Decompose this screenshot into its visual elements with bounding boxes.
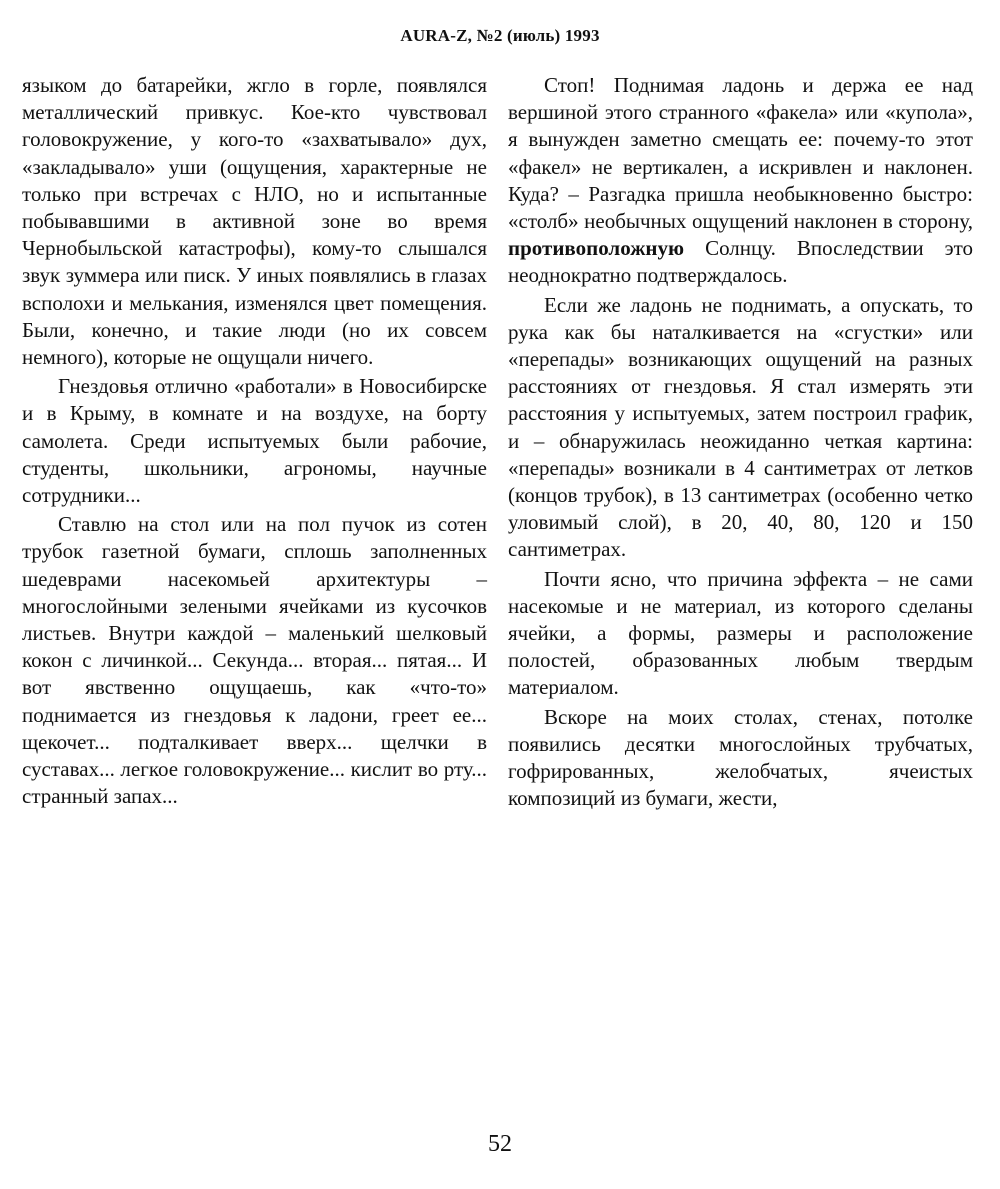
paragraph-text: Солнцу. Впоследствии это неоднократно подтверждалось. [508,236,974,288]
page-number: 52 [488,1131,512,1157]
paragraph-text: Стоп! Поднимая ладонь и держа ее над вершиной этого странного «факела» или «купола», я вынужден заметно смещать ее: почему-то этот «факел» не вертикален, а искривлен и наклонен. Куда? – Разгадка пришла необыкновенно быстро: «столб» необычных ощущений наклонен в сторону, [508,73,973,234]
right-column [508,72,973,814]
paragraph: языком до батарейки, жгло в горле, появлялся металлический привкус. Кое-кто чувствовал головокружение, у кого-то «захватывало» дух, «закладывало» уши (ощущения, характерные не только при встречах с НЛО, но и испытанные побывавшими в активной зоне во время Чернобыльской катастрофы), кому-то слышался звук зуммера или писк. У иных появлялись в глазах всполохи и мелькания, изменялся цвет помещения. Были, конечно, и такие люди (но их совсем немного), которые не ощущали ничего. [22,73,487,370]
journal-header: AURA-Z, №2 (июль) 1993 [400,26,600,45]
emphasized-word: противоположную [508,236,685,261]
paragraph: Гнездовья отлично «работали» в Новосибирске и в Крыму, в комнате и на воздухе, на борту самолета. Среди испытуемых были рабочие, студенты, школьники, агрономы, научные сотрудники... [22,374,487,508]
paragraph: Если же ладонь не поднимать, а опускать, то рука как бы наталкивается на «сгустки» или «перепады» возникающих ощущений на разных расстояниях от гнездовья. Я стал измерять эти расстояния у испытуемых, затем построил график, и – обнаружилась неожиданно четкая картина: «перепады» возникали в 4 сантиметрах от летков (концов трубок), в 13 сантиметрах (особенно четко уловимый слой), в 20, 40, 80, 120 и 150 сантиметрах. [508,292,973,562]
paragraph: Почти ясно, что причина эффекта – не сами насекомые и не материал, из которого сделаны ячейки, а формы, размеры и расположение полостей, образованных любым твердым материалом. [508,566,973,700]
left-column [22,72,487,812]
paragraph [508,72,973,290]
paragraph: Вскоре на моих столах, стенах, потолке появились десятки многослойных трубчатых, гофрированных, желобчатых, ячеистых композиций из бумаги, жести, [508,704,973,811]
paragraph: Ставлю на стол или на пол пучок из сотен трубок газетной бумаги, сплошь заполненных шедеврами насекомьей архитектуры – многослойными зелеными ячейками из кусочков листьев. Внутри каждой – маленький шелковый кокон с личинкой... Секунда... вторая... пятая... И вот явственно ощущаешь, как «что-то» поднимается из гнездовья к ладони, греет ее... щекочет... подталкивает вверх... щелчки в суставах... легкое головокружение... кислит во рту... странный запах... [22,512,487,809]
